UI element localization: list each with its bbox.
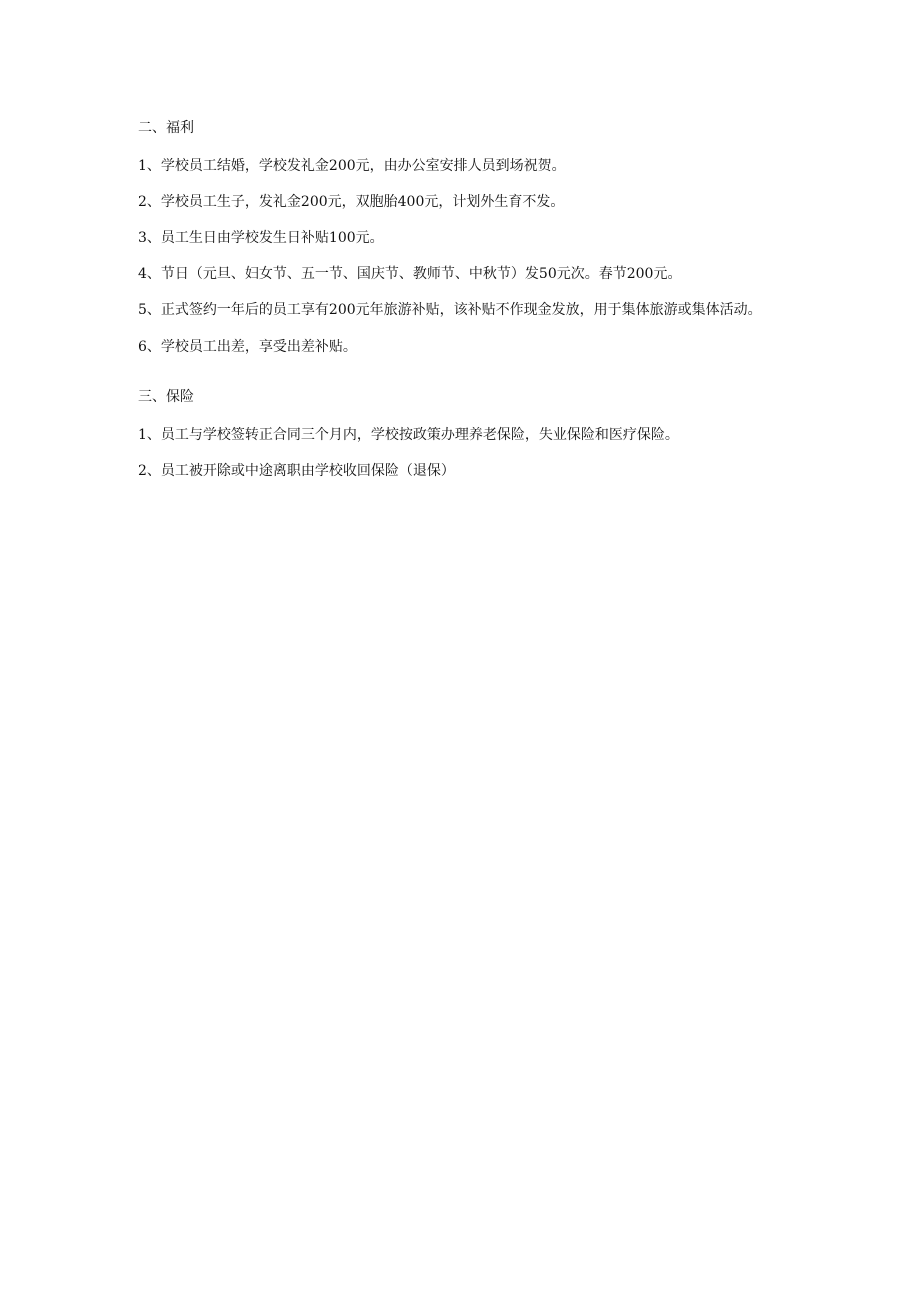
section-title-insurance: 三、保险 (138, 389, 194, 405)
benefit-item-3: 3、员工生日由学校发生日补贴100元。 (138, 230, 384, 246)
benefit-item-4: 4、节日（元旦、妇女节、五一节、国庆节、教师节、中秋节）发50元次。春节200元。 (138, 266, 682, 282)
benefit-item-6: 6、学校员工出差，享受出差补贴。 (138, 339, 357, 355)
section-benefits (138, 118, 788, 357)
benefit-item-1: 1、学校员工结婚，学校发礼金200元，由办公室安排人员到场祝贺。 (138, 158, 566, 174)
insurance-item-2: 2、员工被开除或中途离职由学校收回保险（退保） (138, 463, 455, 479)
benefit-item-2: 2、学校员工生子，发礼金200元，双胞胎400元，计划外生育不发。 (138, 194, 565, 210)
insurance-item-1: 1、员工与学校签转正合同三个月内，学校按政策办理养老保险，失业保险和医疗保险。 (138, 427, 679, 443)
benefit-item-5: 5、正式签约一年后的员工享有200元年旅游补贴，该补贴不作现金发放，用于集体旅游或集体活动。 (138, 302, 762, 318)
document-content (138, 118, 788, 511)
section-title-benefits: 二、福利 (138, 120, 194, 136)
section-insurance (138, 387, 788, 481)
